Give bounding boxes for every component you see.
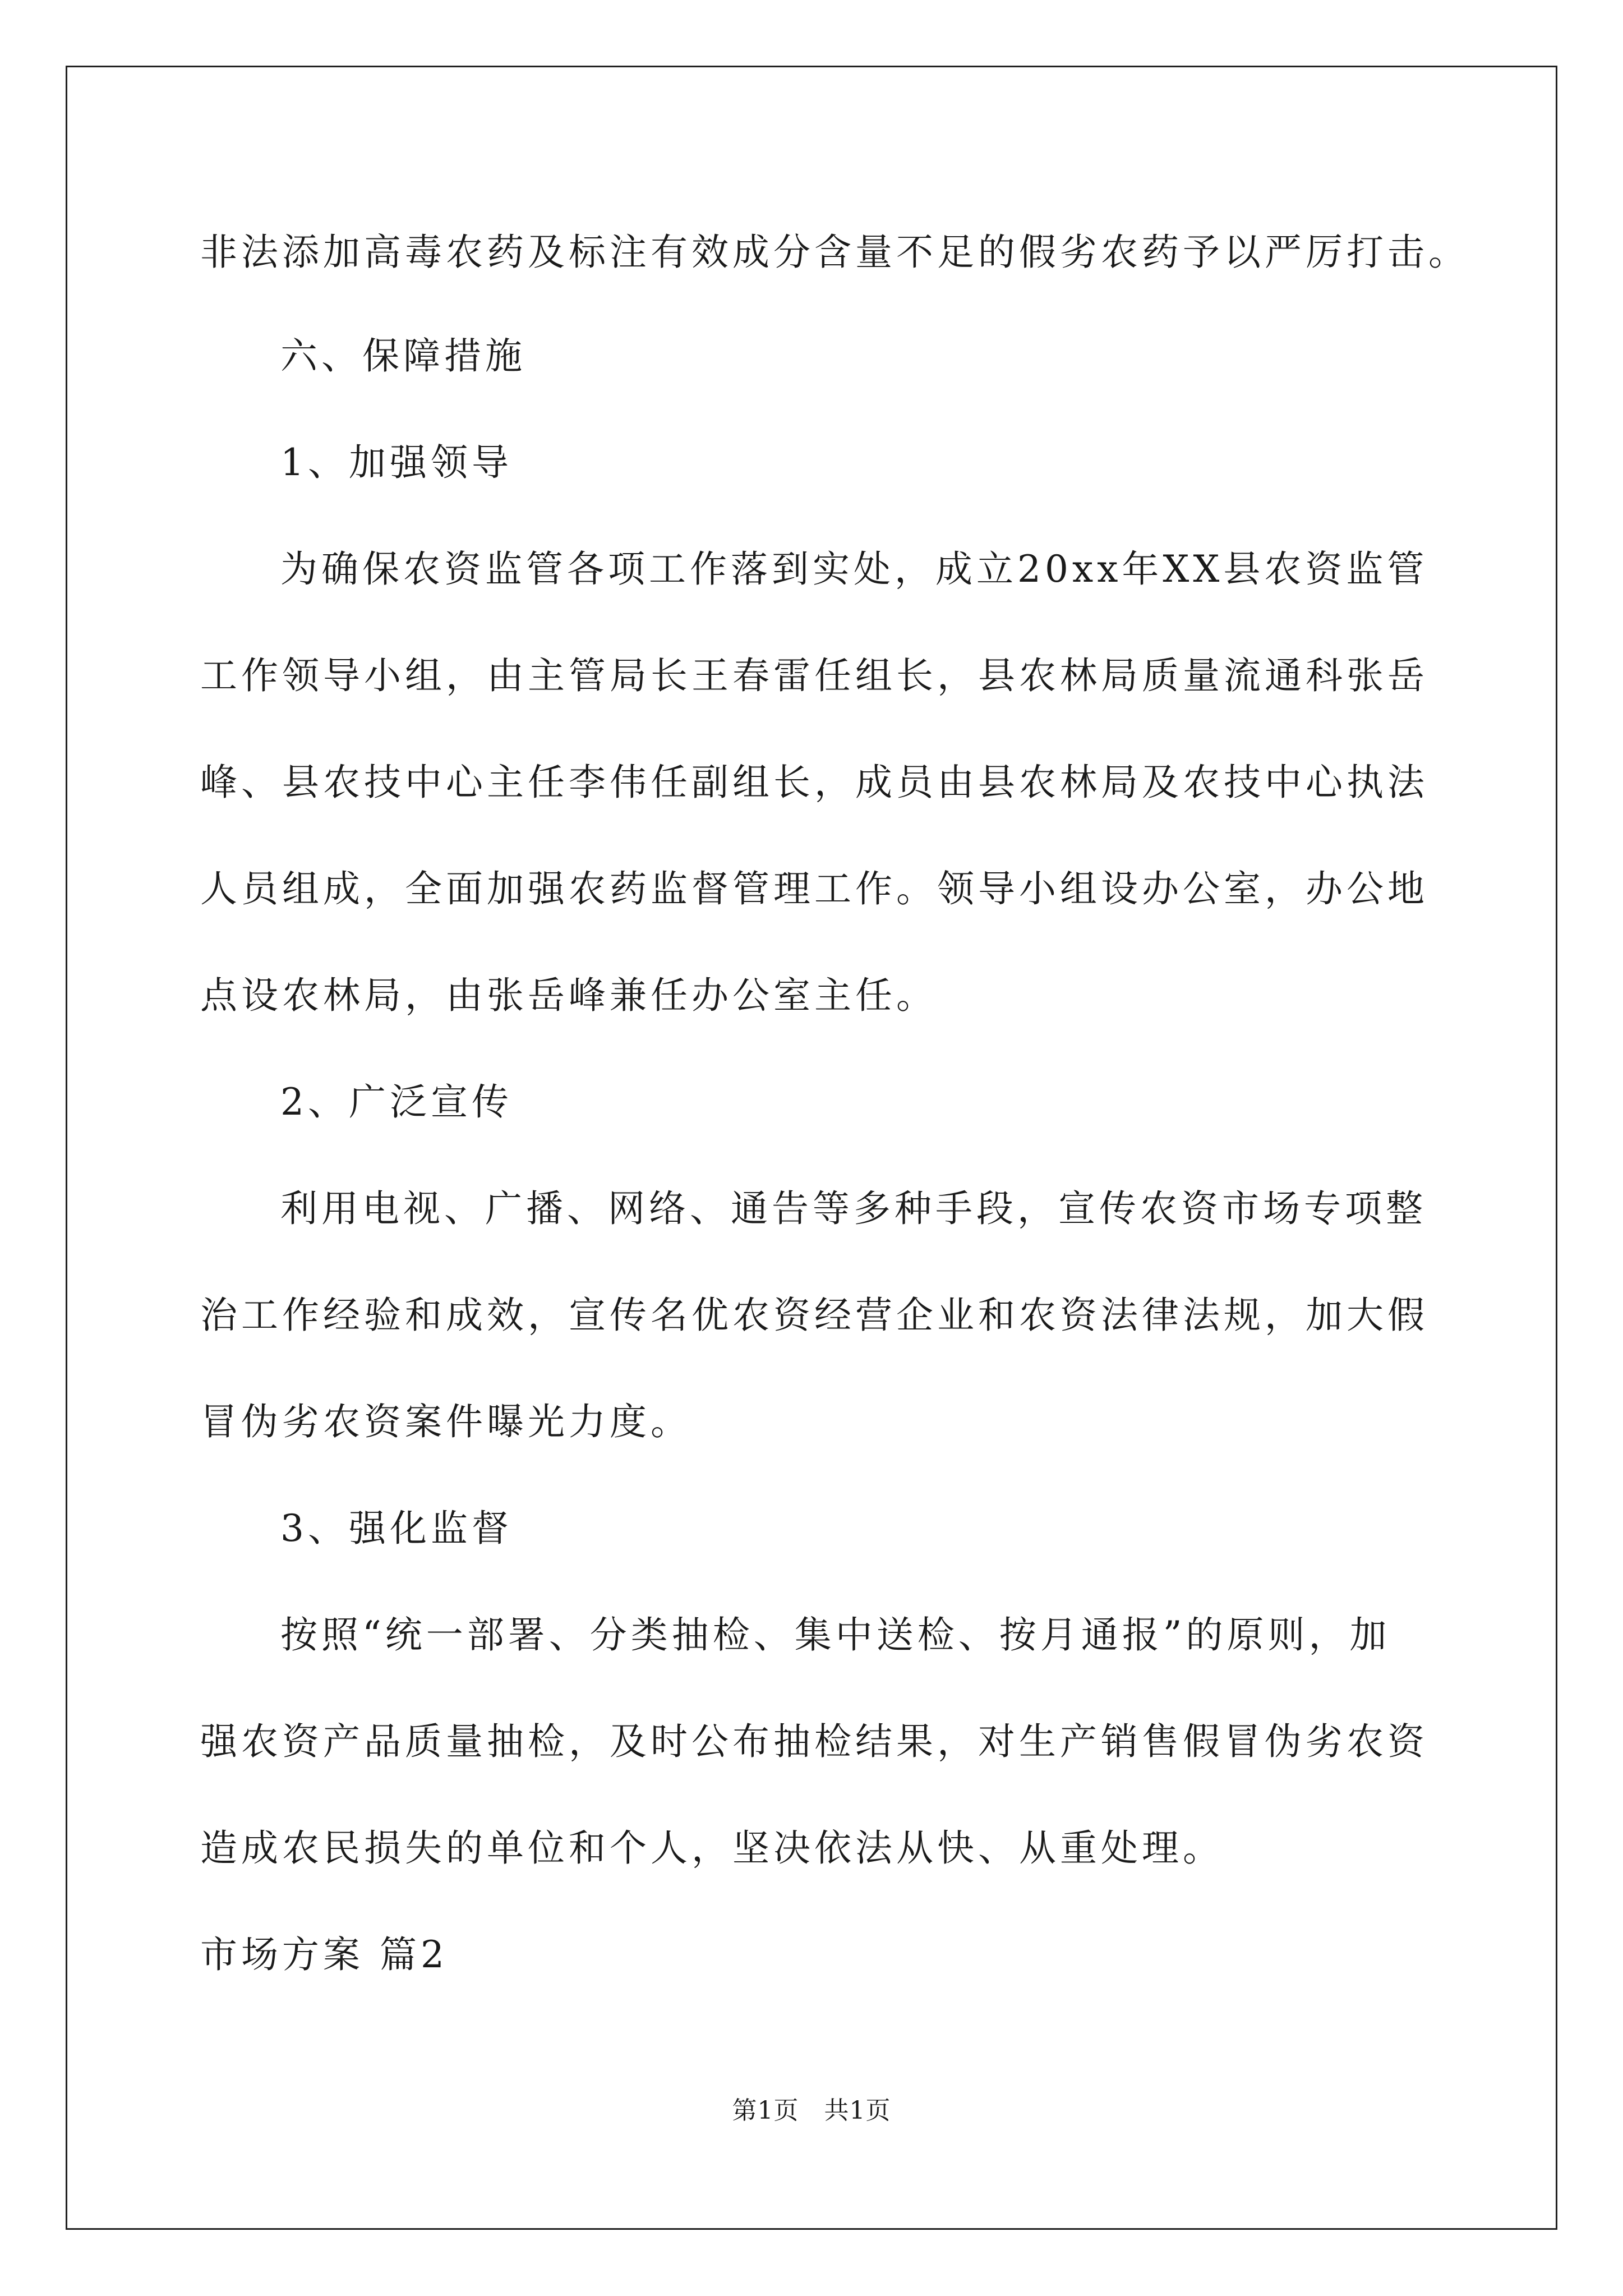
paragraph-line: 点设农林局，由张岳峰兼任办公室主任。 [200,974,937,1017]
page-footer: 第1页 共1页 [732,2096,891,2125]
section-title: 市场方案 篇2 [200,1933,448,1976]
section-heading: 六、保障措施 [280,334,526,378]
paragraph-line: 治工作经验和成效，宣传名优农资经营企业和农资法律法规，加大假 [200,1294,1428,1337]
paragraph-line: 为确保农资监管各项工作落到实处，成立20xx年XX县农资监管 [280,547,1428,591]
page-border [66,66,1557,2230]
paragraph-line: 工作领导小组，由主管局长王春雷任组长，县农林局质量流通科张岳 [200,654,1428,697]
paragraph-line: 人员组成，全面加强农药监督管理工作。领导小组设办公室，办公地 [200,867,1428,910]
paragraph-line: 利用电视、广播、网络、通告等多种手段，宣传农资市场专项整 [280,1187,1427,1230]
subsection-heading: 1、加强领导 [280,441,513,484]
paragraph-line: 峰、县农技中心主任李伟任副组长，成员由县农林局及农技中心执法 [200,761,1428,804]
paragraph-line: 按照“统一部署、分类抽检、集中送检、按月通报”的原则，加 [280,1613,1391,1657]
subsection-heading: 2、广泛宣传 [280,1080,513,1124]
paragraph-line: 冒伪劣农资案件曝光力度。 [200,1400,691,1443]
paragraph-line: 造成农民损失的单位和个人，坚决依法从快、从重处理。 [200,1826,1224,1870]
paragraph-line: 强农资产品质量抽检，及时公布抽检结果，对生产销售假冒伪劣农资 [200,1720,1428,1763]
paragraph-line: 非法添加高毒农药及标注有效成分含量不足的假劣农药予以严厉打击。 [200,231,1469,274]
subsection-heading: 3、强化监督 [280,1507,513,1550]
